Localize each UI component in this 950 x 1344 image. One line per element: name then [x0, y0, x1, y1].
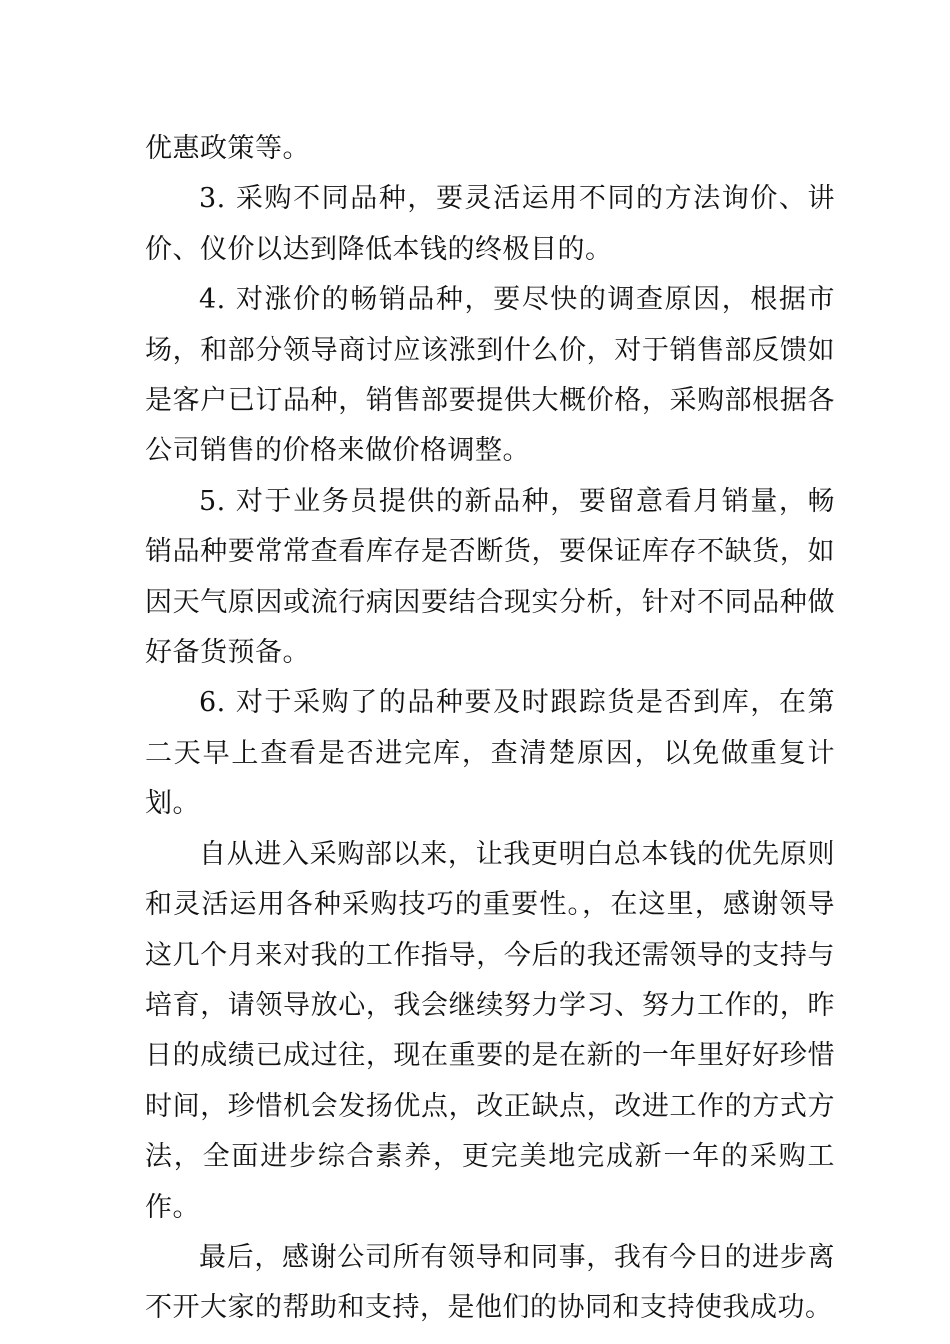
paragraph-closing: 最后，感谢公司所有领导和同事，我有今日的进步离不开大家的帮助和支持，是他们的协同和支持使我成功。 — [145, 1241, 835, 1324]
paragraph-continuation: 优惠政策等。 — [145, 133, 310, 164]
paragraph-item-3: 3. 采购不同品种，要灵活运用不同的方法询价、讲价、仪价以达到降低本钱的终极目的。 — [145, 183, 835, 265]
paragraph-item-6: 6. 对于采购了的品种要及时跟踪货是否到库，在第二天早上查看是否进完库，查清楚原因，以免做重复计划。 — [145, 687, 835, 820]
paragraph-item-4: 4. 对涨价的畅销品种，要尽快的调查原因，根据市场，和部分领导商讨应该涨到什么价，对于销售部反馈如是客户已订品种，销售部要提供大概价格，采购部根据各公司销售的价格来做价格调整。 — [145, 284, 835, 467]
paragraph-item-5: 5. 对于业务员提供的新品种，要留意看月销量，畅销品种要常常查看库存是否断货，要保证库存不缺货，如因天气原因或流行病因要结合现实分析，针对不同品种做好备货预备。 — [145, 485, 835, 669]
paragraph-summary: 自从进入采购部以来，让我更明白总本钱的优先原则和灵活运用各种采购技巧的重要性。，在这里，感谢领导这几个月来对我的工作指导，今后的我还需领导的支持与培育，请领导放心，我会继续努力学习、努力工作的，昨日的成绩已成过往，现在重要的是在新的一年里好好珍惜时间，珍惜机会发扬优点，改正缺点，改进工作的方式方法，全面进步综合素养，更完美地完成新一年的采购工作。 — [145, 838, 835, 1223]
document-body — [145, 124, 835, 1334]
